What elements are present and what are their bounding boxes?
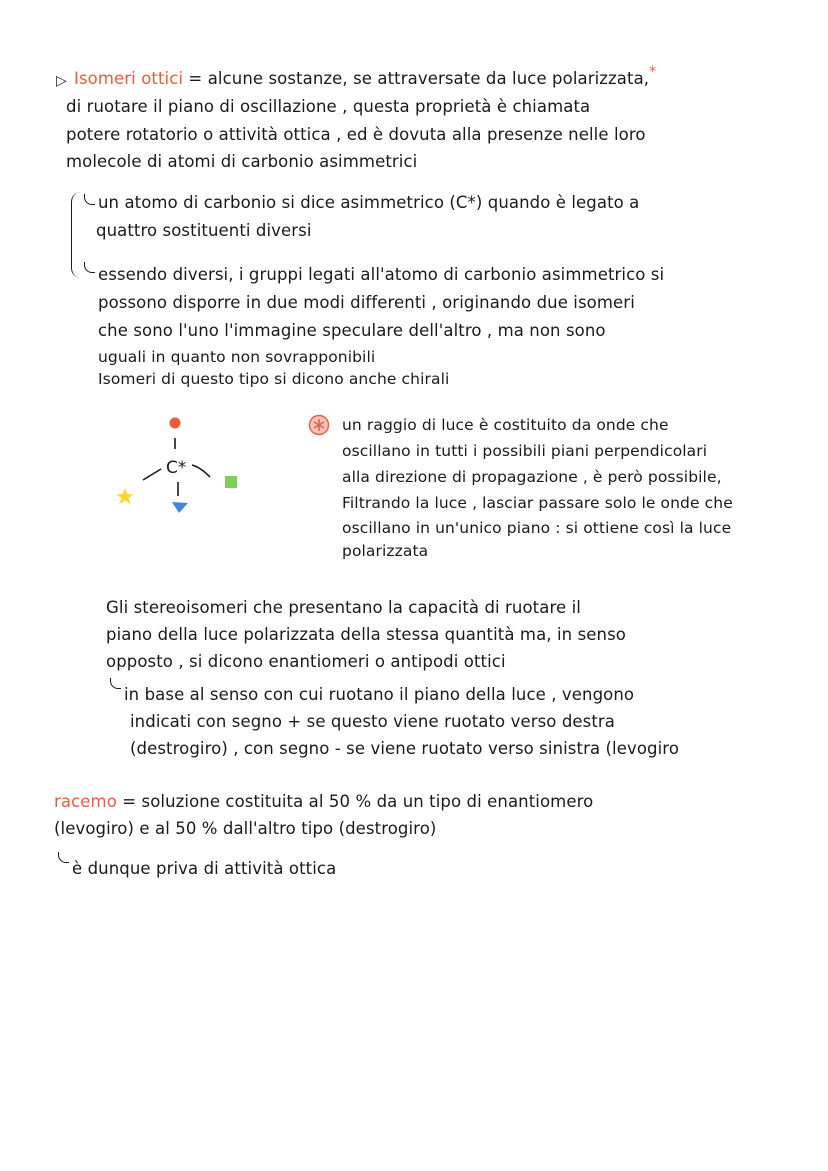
term-optical-isomers: Isomeri ottici (74, 69, 184, 88)
chirality-line-5: Isomeri di questo tipo si dicono anche chirali (98, 370, 450, 388)
asterisk-mark: * (649, 64, 657, 80)
molecule-diagram (100, 405, 260, 535)
hook-mark (110, 678, 121, 689)
asterisk-circle-icon (308, 414, 330, 436)
light-line-6: polarizzata (342, 542, 429, 560)
chirality-line-1: essendo diversi, i gruppi legati all'atomo di carbonio asimmetrico si (98, 265, 665, 284)
substituent-top (170, 418, 181, 429)
bond-left (143, 469, 161, 480)
bond-right (192, 465, 210, 477)
substituent-left (116, 488, 134, 504)
light-line-1: un raggio di luce è costituito da onde che (342, 416, 669, 434)
hook-mark (84, 194, 95, 205)
intro-line-4: molecole di atomi di carbonio asimmetrici (66, 152, 418, 171)
light-line-3: alla direzione di propagazione , è però possibile, (342, 468, 722, 486)
enantiomers-line-2: piano della luce polarizzata della stessa quantità ma, in senso (106, 625, 626, 644)
enantiomers-line-1: Gli stereoisomeri che presentano la capacità di ruotare il (106, 598, 581, 617)
enantiomers-sub-2: indicati con segno + se questo viene ruotato verso destra (130, 712, 616, 731)
chirality-line-3: che sono l'uno l'immagine speculare dell'altro , ma non sono (98, 321, 606, 340)
substituent-right (225, 476, 237, 488)
intro-line-3: potere rotatorio o attività ottica , ed è dovuta alla presenze nelle loro (66, 125, 646, 144)
bracket-line (71, 192, 82, 278)
asym-carbon-line-1: un atomo di carbonio si dice asimmetrico (C*) quando è legato a (98, 193, 640, 212)
racemic-line-3: è dunque priva di attività ottica (72, 859, 337, 878)
arrow-icon: ▷ (56, 73, 67, 89)
intro-line-1 (74, 64, 657, 91)
light-line-2: oscillano in tutti i possibili piani perpendicolari (342, 442, 708, 460)
enantiomers-sub-3: (destrogiro) , con segno - se viene ruotato verso sinistra (levogiro (130, 739, 680, 758)
intro-line-1-text: = alcune sostanze, se attraversate da luce polarizzata, (183, 69, 650, 88)
asym-carbon-line-2: quattro sostituenti diversi (96, 221, 312, 240)
racemic-line-1 (54, 791, 593, 813)
hook-mark (84, 262, 95, 273)
term-racemic: racemo (54, 792, 117, 811)
intro-line-2: di ruotare il piano di oscillazione , questa proprietà è chiamata (66, 97, 591, 116)
light-line-5: oscillano in un'unico piano : si ottiene così la luce (342, 519, 732, 537)
enantiomers-line-3: opposto , si dicono enantiomeri o antipodi ottici (106, 652, 506, 671)
substituent-bottom (172, 502, 188, 513)
carbon-label: C* (166, 458, 187, 478)
hook-mark (58, 852, 69, 863)
racemic-line-1-text: = soluzione costituita al 50 % da un tipo di enantiomero (116, 792, 594, 811)
light-line-4: Filtrando la luce , lasciar passare solo le onde che (342, 494, 733, 512)
enantiomers-sub-1: in base al senso con cui ruotano il piano della luce , vengono (124, 685, 635, 704)
chirality-line-2: possono disporre in due modi differenti , originando due isomeri (98, 293, 635, 312)
racemic-line-2: (levogiro) e al 50 % dall'altro tipo (destrogiro) (54, 819, 437, 838)
chirality-line-4: uguali in quanto non sovrapponibili (98, 348, 376, 366)
